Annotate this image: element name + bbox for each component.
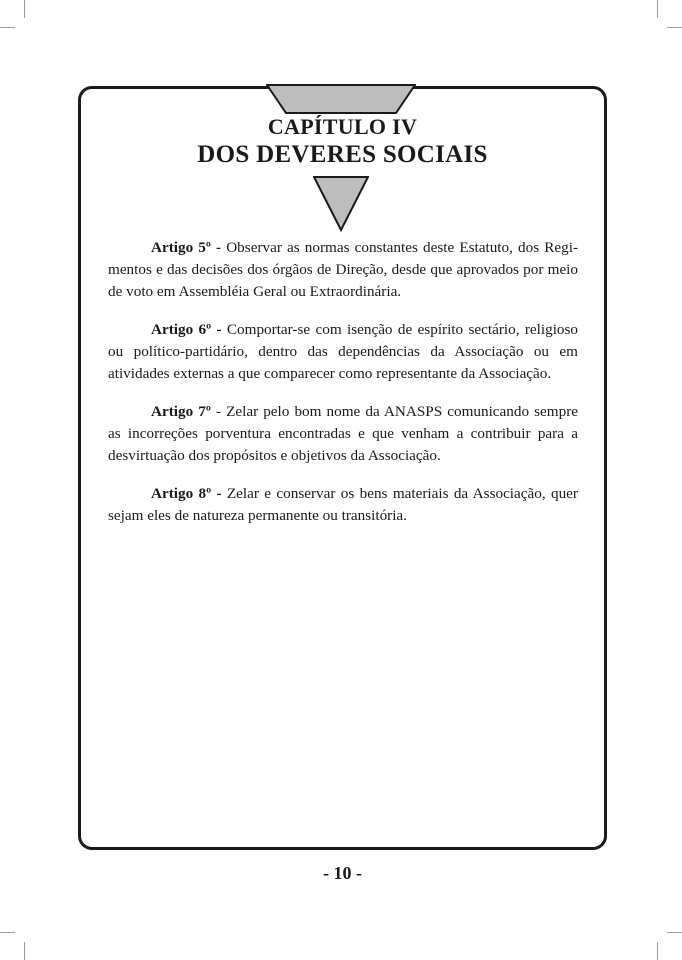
top-trapezoid-ornament <box>266 84 416 114</box>
article-7 <box>108 401 578 467</box>
crop-mark-top-right-horizontal <box>667 27 682 28</box>
article-6 <box>108 319 578 385</box>
article-8 <box>108 483 578 527</box>
article-text: - Zelar pelo bom nome da ANASPS comunicando sempre as incorreções porventura encontradas e que venham a contribuir para a desvirtuação dos propósitos e objetivos da Associação. <box>108 403 579 464</box>
article-5 <box>108 237 578 303</box>
down-triangle-ornament <box>313 176 369 232</box>
article-label: Artigo 7º <box>151 403 211 420</box>
chapter-title: DOS DEVERES SOCIAIS <box>197 141 488 168</box>
chapter-label: CAPÍTULO IV <box>267 114 418 139</box>
articles-body <box>108 237 578 543</box>
crop-mark-bottom-left-horizontal <box>0 932 15 933</box>
article-label: Artigo 5º - <box>151 239 222 256</box>
crop-mark-bottom-right-vertical <box>657 942 658 960</box>
crop-mark-top-left-horizontal <box>0 27 15 28</box>
crop-mark-bottom-left-vertical <box>24 942 25 960</box>
article-text: Comportar-se com isenção de espírito sectário, religioso ou político-partidário, dentro das dependências da Associação ou em atividades externas a que comparecer como representante da Associação. <box>108 321 579 382</box>
crop-mark-top-left-vertical <box>24 0 25 18</box>
crop-mark-top-right-vertical <box>657 0 658 18</box>
crop-mark-bottom-right-horizontal <box>667 932 682 933</box>
article-label: Artigo 6º - <box>151 321 222 338</box>
page-number: - 10 - <box>323 863 362 883</box>
article-text: Zelar e conservar os bens materiais da Associação, quer sejam eles de natureza permanente ou transitória. <box>108 485 578 524</box>
article-text: Observar as normas constantes deste Estatuto, dos Regimentos e das decisões dos órgãos de Direção, desde que aprovados por meio de voto em Assembléia Geral ou Extraordinária. <box>108 239 578 300</box>
article-label: Artigo 8º - <box>151 485 222 502</box>
